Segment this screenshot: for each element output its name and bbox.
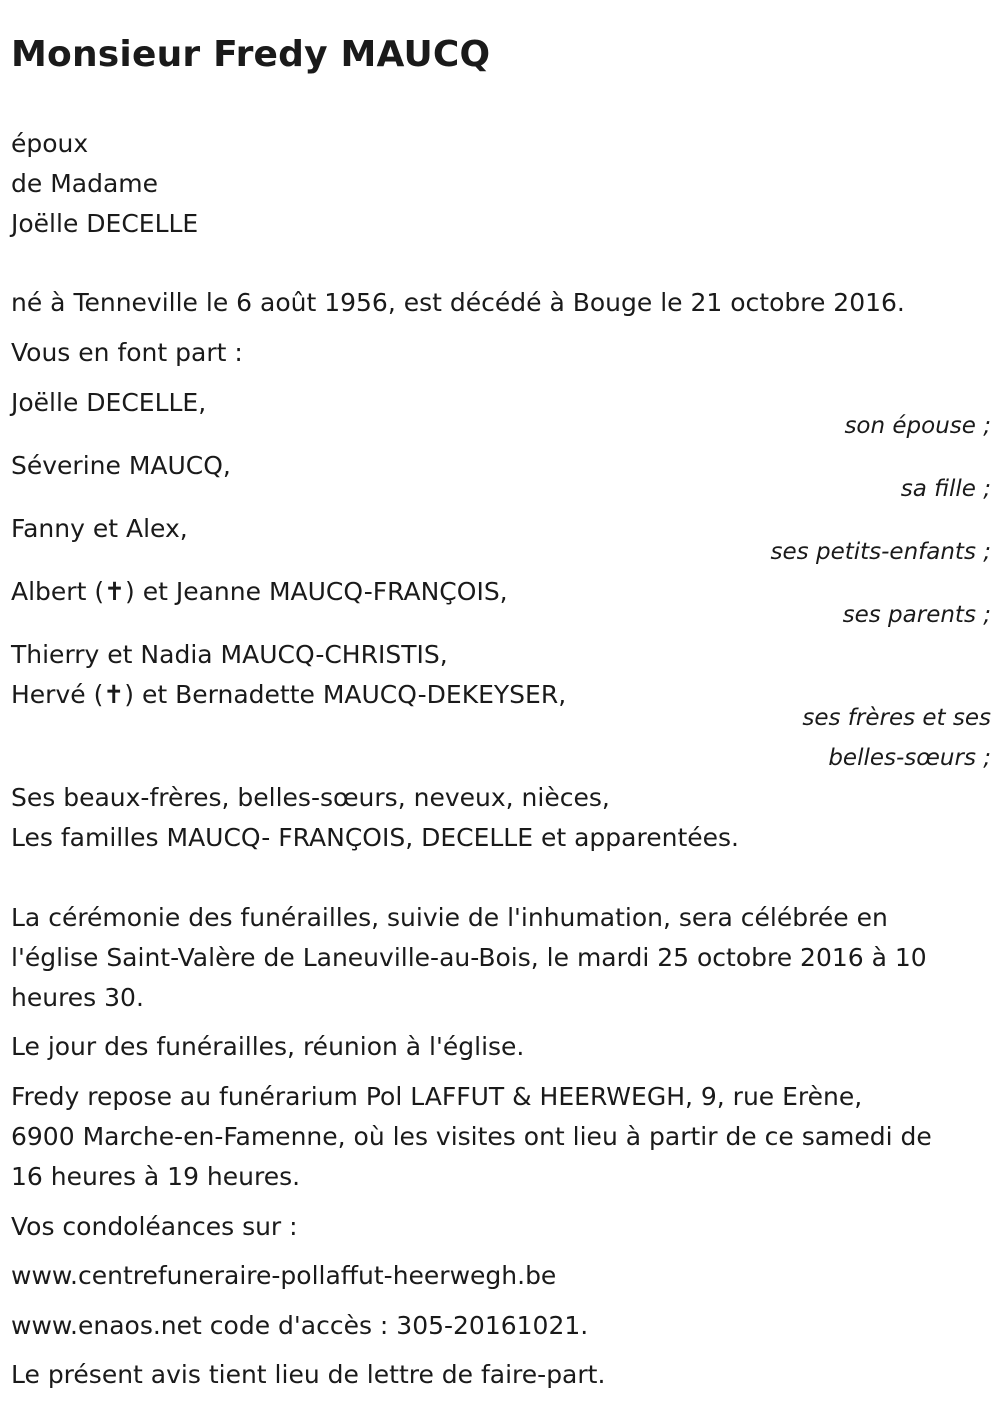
family-grandchildren-role: ses petits-enfants ; xyxy=(770,539,991,565)
family-daughter-role: sa fille ; xyxy=(900,476,991,502)
condolences-website-1: www.centrefuneraire-pollaffut-heerwegh.be xyxy=(11,1261,557,1290)
family-parents-role: ses parents ; xyxy=(842,602,991,628)
family-siblings-role-1: ses frères et ses xyxy=(802,705,991,731)
announce-text: Vous en font part : xyxy=(11,338,243,367)
page-title: Monsieur Fredy MAUCQ xyxy=(11,34,491,75)
family-parents-name: Albert (✝) et Jeanne MAUCQ-FRANÇOIS, xyxy=(11,577,508,606)
closing-text: Le présent avis tient lieu de lettre de faire-part. xyxy=(11,1360,606,1389)
spouse-line-3: Joëlle DECELLE xyxy=(11,209,199,238)
spouse-line-2: de Madame xyxy=(11,169,159,198)
family-extended-2: Les familles MAUCQ- FRANÇOIS, DECELLE et apparentées. xyxy=(11,823,739,852)
family-siblings-name-1: Thierry et Nadia MAUCQ-CHRISTIS, xyxy=(11,640,448,669)
family-extended-1: Ses beaux-frères, belles-sœurs, neveux, nièces, xyxy=(11,783,610,812)
condolences-website-2: www.enaos.net code d'accès : 305-20161021. xyxy=(11,1311,589,1340)
ceremony-line-1: La cérémonie des funérailles, suivie de l'inhumation, sera célébrée en xyxy=(11,903,888,932)
family-wife-role: son épouse ; xyxy=(844,413,991,439)
meeting-text: Le jour des funérailles, réunion à l'église. xyxy=(11,1032,525,1061)
family-grandchildren-name: Fanny et Alex, xyxy=(11,514,188,543)
birth-death-text: né à Tenneville le 6 août 1956, est décédé à Bouge le 21 octobre 2016. xyxy=(11,288,905,317)
family-siblings-role-2: belles-sœurs ; xyxy=(828,745,991,771)
spouse-line-1: époux xyxy=(11,129,89,158)
condolences-label: Vos condoléances sur : xyxy=(11,1212,298,1241)
family-wife-name: Joëlle DECELLE, xyxy=(11,388,207,417)
repose-line-3: 16 heures à 19 heures. xyxy=(11,1162,301,1191)
ceremony-line-2: l'église Saint-Valère de Laneuville-au-Bois, le mardi 25 octobre 2016 à 10 xyxy=(11,943,927,972)
repose-line-2: 6900 Marche-en-Famenne, où les visites ont lieu à partir de ce samedi de xyxy=(11,1122,932,1151)
family-siblings-name-2: Hervé (✝) et Bernadette MAUCQ-DEKEYSER, xyxy=(11,680,567,709)
family-daughter-name: Séverine MAUCQ, xyxy=(11,451,231,480)
repose-line-1: Fredy repose au funérarium Pol LAFFUT & HEERWEGH, 9, rue Erène, xyxy=(11,1082,863,1111)
ceremony-line-3: heures 30. xyxy=(11,983,144,1012)
